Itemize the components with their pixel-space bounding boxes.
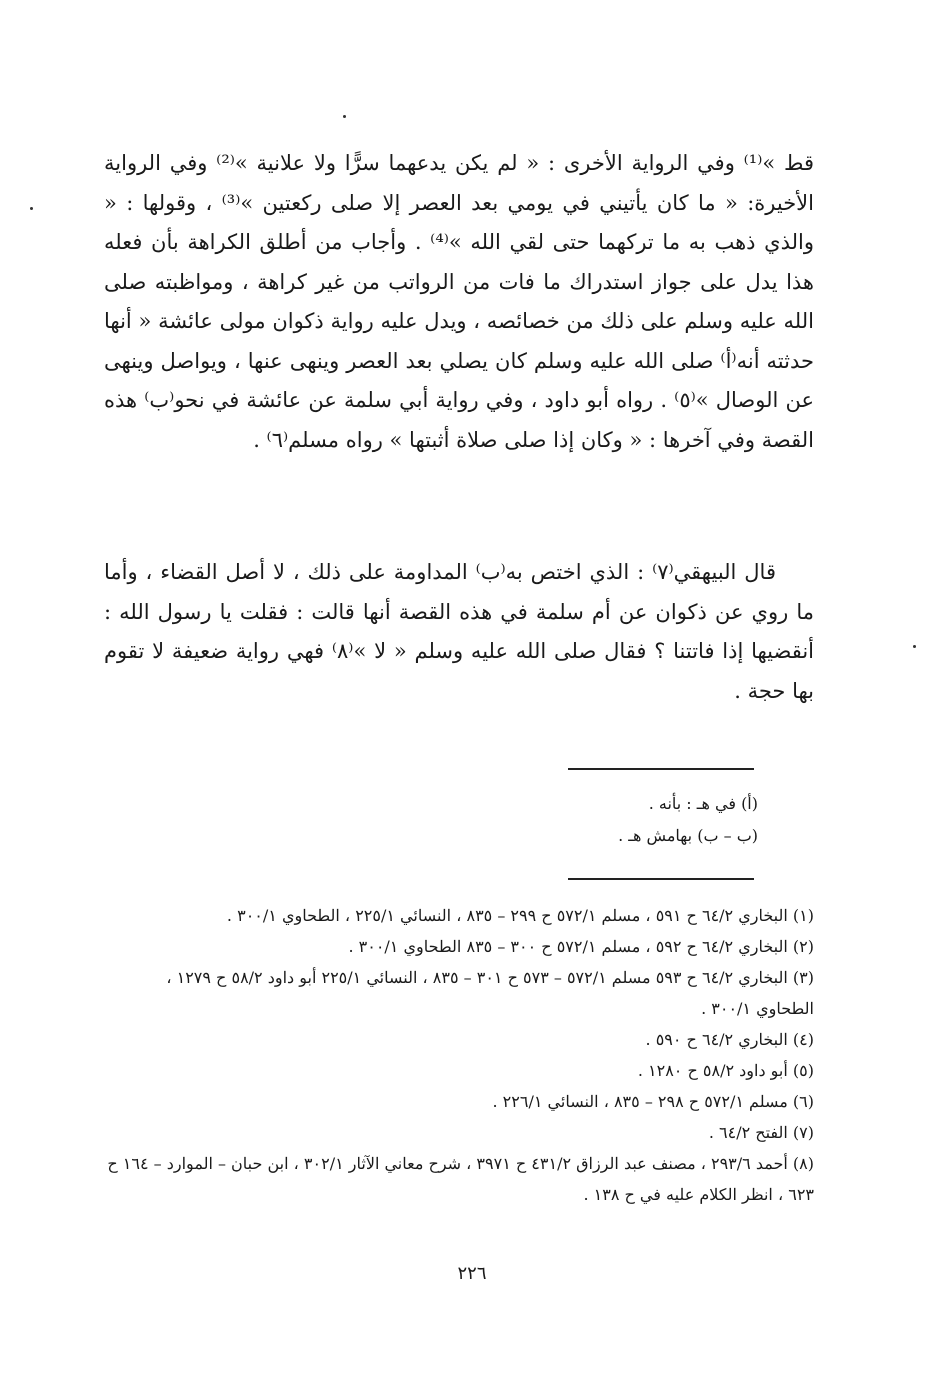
footnote: (٤) البخاري ٦٤/٢ ح ٥٩٠ .: [645, 1030, 814, 1049]
main-paragraph-1: قط »⁽¹⁾ وفي الرواية الأخرى : « لم يكن يدعهما سرًّا ولا علانية »⁽²⁾ وفي الرواية الأخيرة: « ما كان يأتيني في يومي بعد العصر إلا صلى ركعتين »⁽³⁾ ، وقولها : « والذي ذهب به ما تركهما حتى لقي الله »⁽⁴⁾ . وأجاب من أطلق الكراهة بأن فعله هذا يدل على جواز استدراك ما فات من الرواتب من غير كراهة ، ومواظبته صلى الله عليه وسلم على ذلك من خصائصه ، ويدل عليه رواية ذكوان مولى عائشة « أنها حدثته أنه⁽أ⁾ صلى الله عليه وسلم كان يصلي بعد العصر وينهى عنها ، ويواصل وينهى عن الوصال »⁽٥⁾ . رواه أبو داود ، وفي رواية أبي سلمة عن عائشة في نحو⁽ب⁾ هذه القصة وفي آخرها : « وكان إذا صلى صلاة أثبتها » رواه مسلم⁽٦⁾ .: [104, 151, 814, 452]
footnote: (٢) البخاري ٦٤/٢ ح ٥٩٢ ، مسلم ٥٧٢/١ ح ٣٠٠ – ٨٣٥ الطحاوي ٣٠٠/١ .: [348, 937, 814, 956]
main-paragraph-2: [104, 553, 814, 711]
footnote: (٨) أحمد ٢٩٣/٦ ، مصنف عبد الرزاق ٤٣١/٢ ح ٣٩٧١ ، شرح معاني الآثار ٣٠٢/١ ، ابن حبان – الموارد – ١٦٤ ح ٦٢٣ ، انظر الكلام عليه في ح ١٣٨ .: [107, 1154, 814, 1204]
footnote-separator-rule: [568, 878, 754, 880]
ink-speck: [913, 645, 916, 648]
footnote: (٣) البخاري ٦٤/٢ ح ٥٩٣ مسلم ٥٧٢/١ – ٥٧٣ ح ٣٠١ – ٨٣٥ ، النسائي ٢٢٥/١ أبو داود ٥٨/٢ ح ١٢٧٩ ، الطحاوي ٣٠٠/١ .: [166, 968, 814, 1018]
ink-speck: [343, 115, 346, 118]
footnote: (٧) الفتح ٦٤/٢ .: [708, 1123, 814, 1142]
footnote: (١) البخاري ٦٤/٢ ح ٥٩١ ، مسلم ٥٧٢/١ ح ٢٩٩ – ٨٣٥ ، النسائي ٢٢٥/١ ، الطحاوي ٣٠٠/١ .: [226, 906, 814, 925]
apparatus-notes: [104, 788, 814, 852]
apparatus-note: (ب – ب) بهامش هـ .: [618, 826, 758, 845]
footnote: (٥) أبو داود ٥٨/٢ ح ١٢٨٠ .: [637, 1061, 814, 1080]
main-paragraph-2-text: قال البيهقي⁽٧⁾ : الذي اختص به⁽ب⁾ المداومة على ذلك ، لا أصل القضاء ، وأما ما روي عن ذكوان عن أم سلمة في هذه القصة أنها قالت : فقلت يا رسول الله : أنقضيها إذا فاتتنا ؟ فقال صلى الله عليه وسلم « لا »⁽٨⁾ فهي رواية ضعيفة لا تقوم بها حجة .: [104, 560, 815, 703]
footnote: (٦) مسلم ٥٧٢/١ ح ٢٩٨ – ٨٣٥ ، النسائي ٢٢٦/١ .: [492, 1092, 814, 1111]
footnotes: [104, 900, 814, 1210]
apparatus-separator-rule: [568, 768, 754, 770]
page-number: ٢٢٦: [457, 1263, 487, 1284]
apparatus-note: (أ) في هـ : بأنه .: [648, 794, 758, 813]
ink-speck: [30, 207, 33, 210]
